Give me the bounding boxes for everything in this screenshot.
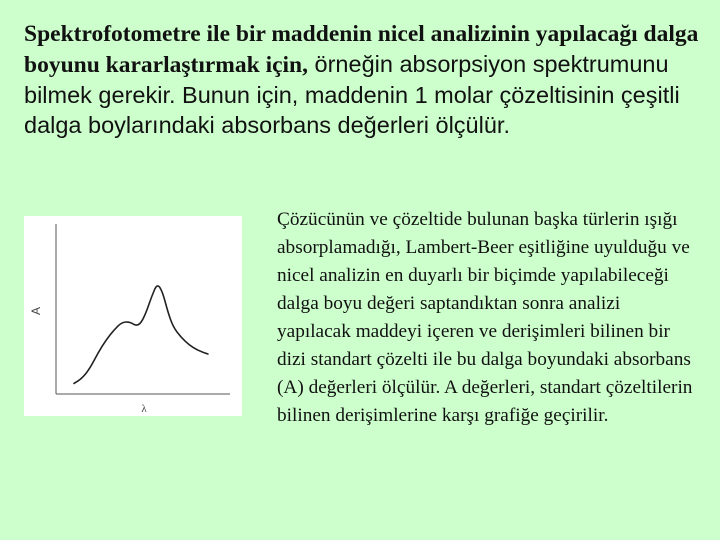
intro-normal-text: örneğin absorpsiyon spektrumunu bilmek gerekir. Bunun için, maddenin 1 molar çözeltisinin çeşitli dalga boylarındaki absorbans değerleri ölçülür. <box>24 51 680 138</box>
spectrum-svg <box>24 216 242 416</box>
x-axis-label: λ <box>141 403 147 415</box>
y-axis-label: A <box>29 306 43 316</box>
spectrum-series-line <box>74 286 208 383</box>
intro-paragraph <box>24 18 704 140</box>
description-paragraph: Çözücünün ve çözeltide bulunan başka türlerin ışığı absorplamadığı, Lambert-Beer eşitliğine uyulduğu ve nicel analizin en duyarlı bir biçimde yapılabileceği dalga boyu değeri saptandıktan sonra analizi yapılacak maddeyi içeren ve derişimleri bilinen bir dizi standart çözelti ile bu dalga boyundaki absorbans (A) değerleri ölçülür. A değerleri, standart çözeltilerin bilinen derişimlerine karşı grafiğe geçirilir. <box>277 209 693 426</box>
intro-bold-text: Spektrofotometre ile bir maddenin nicel analizinin yapılacağı dalga boyunu kararlaştırmak için, <box>24 21 699 78</box>
absorption-spectrum-chart <box>24 216 242 416</box>
